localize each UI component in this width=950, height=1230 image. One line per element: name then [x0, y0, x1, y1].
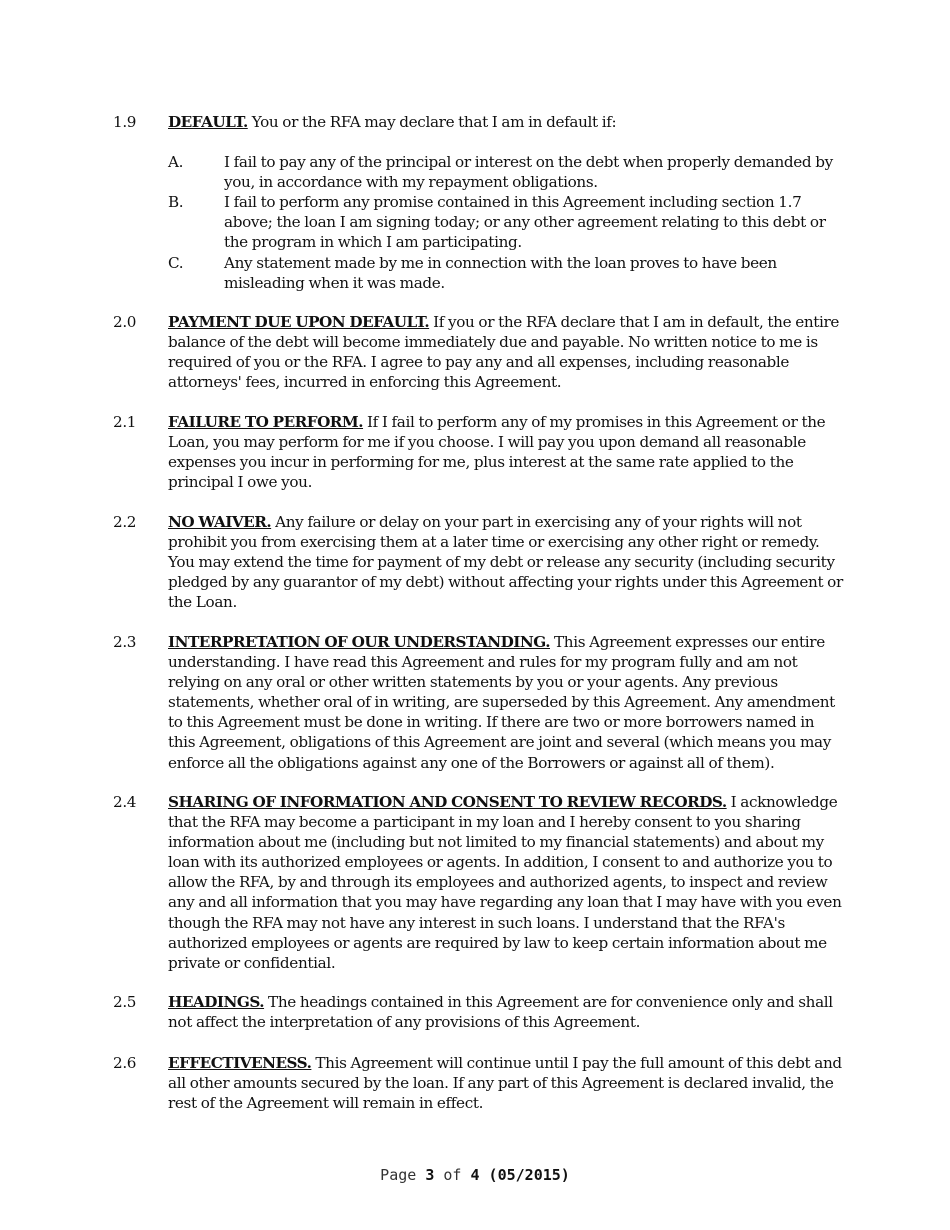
footer-page-total: 4 — [470, 1166, 480, 1184]
section-text: You or the RFA may declare that I am in default if: — [247, 113, 617, 131]
section-heading: HEADINGS. — [168, 993, 265, 1011]
section-2-6 — [113, 1053, 843, 1113]
section-text: This Agreement expresses our entire understanding. I have read this Agreement and rules for my program fully and am not relying on any oral or other written statements by you or your agents. Any previous statements, whether oral of in writing, are superseded by this Agreement. Any amendment to this Agreement must be done in writing. If there are two or more borrowers named in this Agreement, obligations of this Agreement are joint and several (which means you may enforce all the obligations against any one of the Borrowers or against all of them). — [168, 633, 835, 772]
section-number: 2.4 — [113, 793, 137, 811]
section-heading: SHARING OF INFORMATION AND CONSENT TO REVIEW RECORDS. — [168, 793, 727, 811]
section-text: Any failure or delay on your part in exercising any of your rights will not prohibit you from exercising them at a later time or exercising any other right or remedy. You may extend the time for payment of my debt or release any security (including security pledged by any guarantor of my debt) without affecting your rights under this Agreement or the Loan. — [168, 513, 843, 612]
list-item-text: I fail to perform any promise contained in this Agreement including section 1.7 above; the loan I am signing today; or any other agreement relating to this debt or the program in which I am participating. — [224, 193, 826, 252]
section-heading: PAYMENT DUE UPON DEFAULT. — [168, 313, 430, 331]
section-2-5 — [113, 992, 843, 1032]
section-2-4 — [113, 792, 843, 973]
section-text: If I fail to perform any of my promises in this Agreement or the Loan, you may perform for me if you choose. I will pay you upon demand all reasonable expenses you incur in performing for me, plus interest at the same rate applied to the principal I owe you. — [168, 413, 826, 492]
list-item-b — [168, 192, 848, 252]
page-footer — [0, 1166, 950, 1184]
list-item-letter: B. — [168, 193, 184, 211]
section-number: 2.2 — [113, 513, 137, 531]
section-heading: EFFECTIVENESS. — [168, 1054, 312, 1072]
section-heading: DEFAULT. — [168, 113, 248, 131]
section-2-0 — [113, 312, 843, 392]
section-text: This Agreement will continue until I pay the full amount of this debt and all other amounts secured by the loan. If any part of this Agreement is declared invalid, the rest of the Agreement will remain in effect. — [168, 1054, 842, 1113]
section-number: 2.0 — [113, 313, 137, 331]
section-number: 2.5 — [113, 993, 137, 1011]
footer-of-word: of — [443, 1166, 462, 1184]
list-item-text: Any statement made by me in connection with the loan proves to have been misleading when it was made. — [224, 254, 777, 293]
section-text: The headings contained in this Agreement are for convenience only and shall not affect the interpretation of any provisions of this Agreement. — [168, 993, 833, 1032]
section-1-9 — [113, 112, 843, 132]
section-text: I acknowledge that the RFA may become a participant in my loan and I hereby consent to you sharing information about me (including but not limited to my financial statements) and about my loan with its authorized employees or agents. In addition, I consent to and authorize you to allow the RFA, by and through its employees and authorized agents, to inspect and review any and all information that you may have regarding any loan that I may have with you even though the RFA may not have any interest in such loans. I understand that the RFA's authorized employees or agents are required by law to keep certain information about me private or confidential. — [168, 793, 842, 972]
footer-page-word: Page — [380, 1166, 417, 1184]
section-2-3 — [113, 632, 843, 773]
list-item-c — [168, 253, 848, 293]
section-number: 1.9 — [113, 113, 137, 131]
section-number: 2.6 — [113, 1054, 137, 1072]
list-item-a — [168, 152, 848, 192]
list-item-letter: A. — [168, 153, 184, 171]
list-item-text: I fail to pay any of the principal or interest on the debt when properly demanded by you, in accordance with my repayment obligations. — [224, 153, 833, 192]
section-heading: INTERPRETATION OF OUR UNDERSTANDING. — [168, 633, 550, 651]
section-2-2 — [113, 512, 843, 612]
section-number: 2.1 — [113, 413, 137, 431]
section-heading: NO WAIVER. — [168, 513, 272, 531]
section-heading: FAILURE TO PERFORM. — [168, 413, 364, 431]
section-2-1 — [113, 412, 843, 492]
section-number: 2.3 — [113, 633, 137, 651]
footer-page-number: 3 — [425, 1166, 435, 1184]
section-text: If you or the RFA declare that I am in default, the entire balance of the debt will become immediately due and payable. No written notice to me is required of you or the RFA. I agree to pay any and all expenses, including reasonable attorneys' fees, incurred in enforcing this Agreement. — [168, 313, 840, 392]
footer-date: (05/2015) — [488, 1166, 570, 1184]
list-item-letter: C. — [168, 254, 184, 272]
